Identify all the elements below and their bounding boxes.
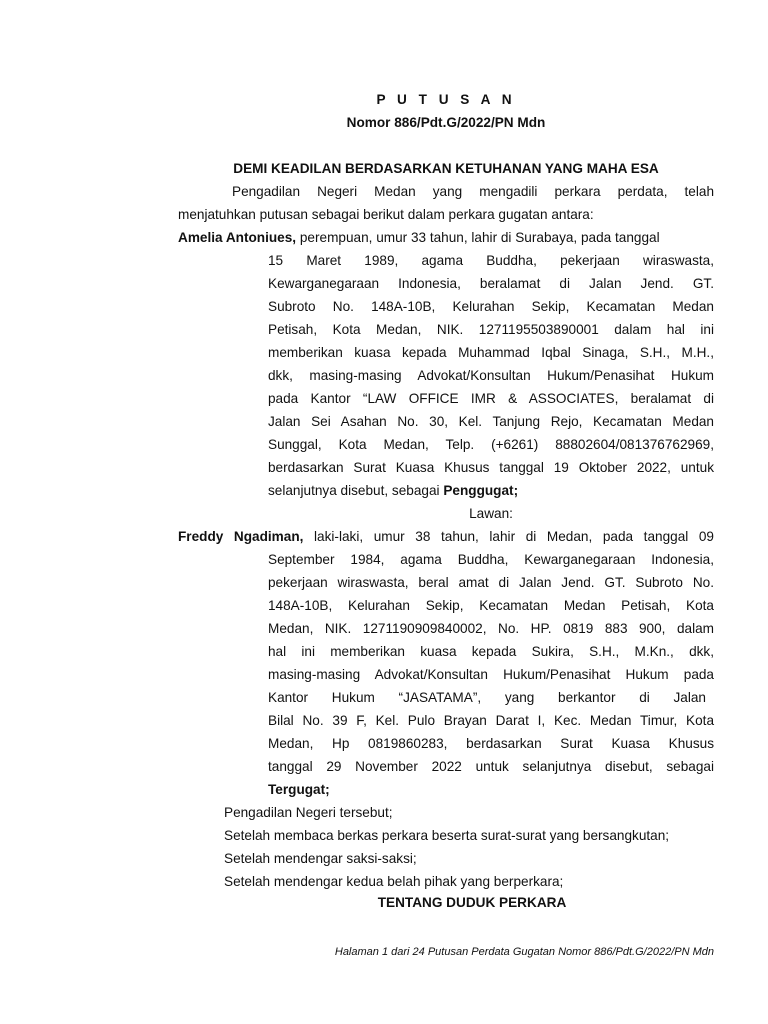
consideration-item: Setelah membaca berkas perkara beserta surat-surat yang bersangkutan; <box>224 828 670 843</box>
defendant-line: Bilal No. 39 F, Kel. Pulo Brayan Darat I, Kec. Medan Timur, Kota <box>268 713 714 728</box>
defendant-first-text: laki-laki, umur 38 tahun, lahir di Medan, pada tanggal 09 <box>303 529 714 544</box>
plaintiff-first-text: perempuan, umur 33 tahun, lahir di Surabaya, pada tanggal <box>296 230 660 245</box>
plaintiff-line: Jalan Sei Asahan No. 30, Kel. Tanjung Rejo, Kecamatan Medan <box>268 414 714 429</box>
plaintiff-line: pada Kantor “LAW OFFICE IMR & ASSOCIATES, beralamat di <box>268 391 714 406</box>
plaintiff-line: dkk, masing-masing Advokat/Konsultan Hukum/Penasihat Hukum <box>268 368 714 383</box>
plaintiff-name: Amelia Antoniues, <box>178 230 297 245</box>
defendant-line: 148A-10B, Kelurahan Sekip, Kecamatan Medan Petisah, Kota <box>268 598 714 613</box>
section-title: TENTANG DUDUK PERKARA <box>377 895 567 910</box>
plaintiff-last-text: selanjutnya disebut, sebagai <box>268 483 444 498</box>
plaintiff-line: 15 Maret 1989, agama Buddha, pekerjaan wiraswasta, <box>268 253 714 268</box>
defendant-line: Medan, NIK. 1271190909840002, No. HP. 0819 883 900, dalam <box>268 621 714 636</box>
consideration-item: Setelah mendengar saksi-saksi; <box>224 851 417 866</box>
consideration-item: Pengadilan Negeri tersebut; <box>224 805 393 820</box>
defendant-line: masing-masing Advokat/Konsultan Hukum/Penasihat Hukum pada <box>268 667 714 682</box>
intro-line-2: menjatuhkan putusan sebagai berikut dalam perkara gugatan antara: <box>178 207 594 222</box>
versus-label: Lawan: <box>469 506 513 521</box>
plaintiff-line: Petisah, Kota Medan, NIK. 1271195503890001 dalam hal ini <box>268 322 714 337</box>
plaintiff-line: memberikan kuasa kepada Muhammad Iqbal Sinaga, S.H., M.H., <box>268 345 714 360</box>
case-number: Nomor 886/Pdt.G/2022/PN Mdn <box>346 115 546 130</box>
document-title: P U T U S A N <box>376 92 516 107</box>
defendant-role: Tergugat; <box>268 782 330 797</box>
plaintiff-role: Penggugat; <box>443 483 519 498</box>
defendant-line: pekerjaan wiraswasta, beral amat di Jalan Jend. GT. Subroto No. <box>268 575 714 590</box>
consideration-item: Setelah mendengar kedua belah pihak yang berperkara; <box>224 874 564 889</box>
plaintiff-line: Subroto No. 148A-10B, Kelurahan Sekip, Kecamatan Medan <box>268 299 714 314</box>
plaintiff-first-line <box>178 228 714 248</box>
heading: DEMI KEADILAN BERDASARKAN KETUHANAN YANG MAHA ESA <box>233 161 659 176</box>
plaintiff-line: Kewarganegaraan Indonesia, beralamat di Jalan Jend. GT. <box>268 276 714 291</box>
defendant-line: hal ini memberikan kuasa kepada Sukira, S.H., M.Kn., dkk, <box>268 644 714 659</box>
page-footer: Halaman 1 dari 24 Putusan Perdata Gugatan Nomor 886/Pdt.G/2022/PN Mdn <box>334 946 714 958</box>
defendant-line: Kantor Hukum “JASATAMA”, yang berkantor di Jalan <box>268 690 706 705</box>
defendant-line: tanggal 29 November 2022 untuk selanjutnya disebut, sebagai <box>268 759 714 774</box>
plaintiff-line: Sunggal, Kota Medan, Telp. (+6261) 88802604/081376762969, <box>268 437 714 452</box>
intro-line-1: Pengadilan Negeri Medan yang mengadili perkara perdata, telah <box>232 184 714 199</box>
plaintiff-last-line <box>268 481 714 501</box>
plaintiff-line: berdasarkan Surat Kuasa Khusus tanggal 19 Oktober 2022, untuk <box>268 460 714 475</box>
defendant-first-line <box>178 527 714 547</box>
defendant-name: Freddy Ngadiman, <box>178 529 304 544</box>
defendant-line: September 1984, agama Buddha, Kewarganegaraan Indonesia, <box>268 552 714 567</box>
defendant-line: Medan, Hp 0819860283, berdasarkan Surat Kuasa Khusus <box>268 736 714 751</box>
